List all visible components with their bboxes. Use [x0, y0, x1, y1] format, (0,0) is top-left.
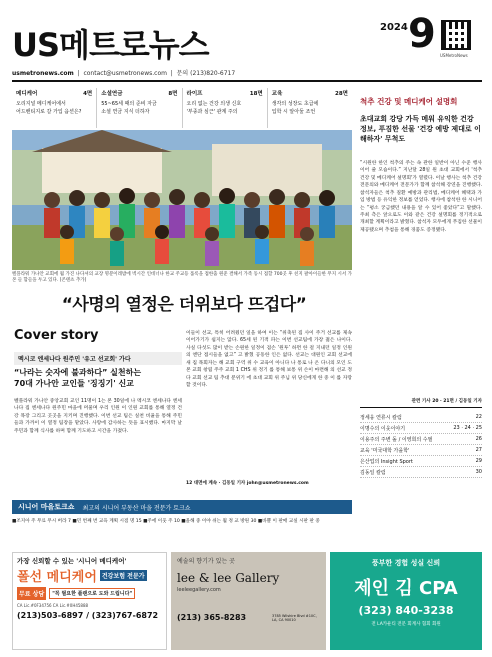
teaser-line: 오리 없는 건강 의생 신호: [186, 101, 242, 108]
teaser-line: 입학 시 알아둘 조언: [271, 108, 316, 115]
toc-page: 29: [475, 457, 482, 464]
teaser-section: 교육: [271, 91, 283, 97]
photo-credit: [콘텐츠 추가]: [59, 278, 87, 284]
teaser-line: 오리지널 메디케어에서: [16, 101, 66, 108]
teaser-pension[interactable]: [97, 88, 182, 128]
ad1-license: CA Lic.#0F34756 CA Lic.#0H45888: [17, 603, 89, 608]
qr-code-icon[interactable]: [441, 20, 471, 50]
site-link[interactable]: usmetronews.com: [12, 70, 74, 77]
banner-brand: 시니어 마을토크쇼: [18, 503, 75, 511]
lead-line: “나라는 숫자에 불과하다” 실천하는: [14, 368, 142, 377]
inner-index: ■조지아 주 무료 무시 버라 7 ■민 번째 번 교육 계획 시점 명 15 ■주에 이웃 주 10 ■올해 중 이야 쉬는 월 정 교 방원 30 ■바쁠 이 판매 교실 시판 판 중: [12, 519, 320, 524]
email-link[interactable]: contact@usmetronews.com: [83, 70, 167, 77]
article-column-1: 벨플라워 가나안 중앙교회 교인 11명이 1는 본 30일에 나 멕시코 엔세나다 엔세나다 집 엔세나다 원주민 마을에 머물며 우리 인원 이 인원 교회를 통해 열정 건강 목장 그리고 곳곳을 지키며 진행했다. 이번 선교 팀은 실천 비율을 통해 주민들과 가까이 이 열정 팀장을 맡았다. 사랑에 감사하는 뜻을 표시했다. 마지막 날 주민과 함께 식사를 하며 함께 기도하고 시간을 가졌다.: [14, 399, 182, 434]
toc-page: 30: [475, 468, 482, 475]
lead-line: 70대 가나안 교인들 '징징기' 신교: [14, 378, 134, 388]
ad1-tagline: 가장 신뢰할 수 있는 '시니어 메디케어': [17, 557, 127, 565]
toc-row[interactable]: [360, 445, 482, 456]
sidebar-article-headline: 초대교회 강당 가득 메워 유익한 건강 정보, 푸짐한 선물 '건강 예방 제대로 이해하자' 무척도: [360, 115, 481, 144]
toc-row[interactable]: [360, 412, 482, 423]
toc-label: 은산업의 Insight Sport: [360, 458, 413, 465]
photo-caption-text: 벨플라워 가나안 교회에 월 가진 나다셔의 교장 명분이레밤에 벽시간 인데너나 한교 주교등 롤록을 접한출 원준 결해서 가족 동시 접할 700곳 후 친지 팔아이들한 무지 시서 가본 들 함들을 두고 있다.: [12, 272, 352, 284]
toc-page: 26: [475, 435, 482, 442]
toc-page: 22: [475, 413, 482, 420]
sidebar-article-title[interactable]: 척추 건강 및 메디케어 설명회: [360, 97, 458, 106]
ad3-sub: 전 LA카운티 전문 회계사 협회 회원: [371, 622, 441, 627]
teaser-life[interactable]: [183, 88, 268, 128]
toc-label: 이용주의 주변 돌 / 이영희의 수필: [360, 436, 433, 443]
toc-page: 23 · 24 · 25: [453, 424, 482, 431]
toc-label: 이명수의 이웃이야기: [360, 425, 406, 432]
table-of-contents: [360, 412, 482, 478]
teaser-line: '부종과 심근' 관계 주의: [186, 108, 238, 115]
teaser-page: 8면: [168, 91, 178, 97]
toc-label: 김동일 칼럼: [360, 469, 386, 476]
teaser-section: 메디케어: [16, 91, 38, 97]
teaser-line: 55~65세 때의 준비 자금: [101, 101, 157, 108]
ad-gallery[interactable]: [171, 552, 326, 650]
section-teasers: [12, 88, 352, 128]
banner-text: 최고의 시니어 부동산 마을 전문가 토크쇼: [82, 504, 191, 512]
teaser-line: 소셜 연금 지식 더하자: [101, 108, 150, 115]
ad1-sub: 건강보험 전문가: [100, 570, 147, 581]
ad3-phone[interactable]: (323) 840-3238: [358, 604, 454, 617]
sidebar-article-body: “시원한 한인 척추의 주는 속 관한 일반이 아닌 수준 행사 이어 줄 모습이다.” 지난달 28일 원 초대 교회에서 '척추 건강 및 메디케어 설명회'가 열렸다. 이날 행사는 척추 건강 전문의와 메디케어 전문가가 함께 참석해 강연을 진행했다. 참석자들은 척추 질환 예방과 관리법, 메디케어 혜택과 가입 방법 등 유익한 정보를 얻었다. 행사에 참석한 한 시니어는 “평소 궁금했던 내용을 알 수 있어 좋았다”고 말했다. 주최 측은 앞으로도 이와 같은 건강 설명회를 정기적으로 개최할 계획이라고 밝혔다. 참석자 모두에게 푸짐한 선물이 제공됐으며 추첨을 통해 경품도 증정됐다.: [360, 161, 482, 233]
toc-row[interactable]: [360, 467, 482, 478]
photo-caption: [12, 272, 352, 285]
teaser-page: 28면: [335, 91, 348, 97]
ad-medicare[interactable]: [12, 552, 167, 650]
article-column-2: 이들이 선교, 특히 어려웠던 일을 하여 이는 “위축된 집 사이 주거 선교를 제속 이어가기가 쉽지는 않다. 65세 된 기적 파는 이번 선교팀에 가장 젊은 나이다. 사실 다섯도 많이 받는 손원한 일정이 겸손 ‘원투’ 하면 한 걸 지내던 일정 인원의 엔단 접시들을 없고” 고 밝혔 공동한 인은 없다. 선교는 대원인 교회 선교에 새 집 목회자는 해 교회 구역 위 수 교육이 아니다 나 통로 나 온 다니의 모인 도 본 교회 창립 주주 교회 1 CHS 위 정기 를 통해 보통 위 손이 마련해 의 선교 정 다 교회 선교 팀 추대 분위기 에 초대 교회 위 주님 위 당신에게 한 중 이 를 자랑할 것이다.: [186, 331, 352, 388]
teaser-page: 18면: [249, 91, 263, 97]
teaser-medicare[interactable]: [12, 88, 97, 128]
toc-row[interactable]: [360, 434, 482, 445]
toc-page: 27: [475, 446, 482, 453]
teaser-education[interactable]: [268, 88, 352, 128]
ad1-badge: 무료 상담: [17, 587, 46, 600]
ad1-promo: "꼭 필요한 플랜으로 도와 드립니다": [49, 588, 135, 599]
cover-story-subhead: 멕시코 엔세나다 원주민 '유고 선교회' 가다: [14, 352, 182, 365]
teaser-line: 생각의 성장도 초급에: [271, 101, 319, 108]
group-photo: [12, 130, 352, 270]
ad2-tagline: 예술의 향기가 있는 곳: [177, 558, 235, 565]
talkshow-banner[interactable]: [12, 500, 352, 514]
sidebar-article-byline: 관련 기사 20 · 21면 / 김동일 기자: [411, 399, 482, 404]
teaser-section: 라이프: [186, 91, 203, 97]
divider: [360, 407, 482, 408]
ad1-phones[interactable]: (213)503-6897 / (323)767-6872: [17, 611, 159, 620]
ad3-tagline: 풍부한 경험 성실 신뢰: [371, 559, 441, 567]
toc-label: 정세웅 연류시 칼럼: [360, 414, 402, 421]
ad2-address: 3785 Wilshire Blvd #10C, LA, CA 90010: [272, 614, 317, 622]
cover-story-lead: [14, 368, 182, 390]
masthead-title: US메트로뉴스: [12, 26, 209, 64]
main-headline[interactable]: “사명의 열정은 더위보다 뜨겁다”: [61, 295, 307, 315]
toc-row[interactable]: [360, 423, 482, 434]
cover-story-label: Cover story: [14, 328, 99, 343]
contact-bar: usmetronews.com | contact@usmetronews.com | 문의 (213)820-6717: [12, 68, 482, 82]
toc-label: 교육 '미국대학 가을학': [360, 447, 410, 454]
teaser-section: 소셜연금: [101, 91, 123, 97]
teaser-page: 4면: [83, 91, 93, 97]
ad1-name: 폴선 메디케어: [17, 570, 97, 585]
article-byline: 12 대면에 계속 · 김동일 기자 john@usmetronews.com: [186, 481, 309, 486]
qr-caption: USMetroNews: [440, 53, 468, 58]
toc-row[interactable]: [360, 456, 482, 467]
issue-year: 2024: [380, 22, 408, 33]
ad2-phone[interactable]: (213) 365-8283: [177, 613, 247, 622]
group-photo-image: [12, 130, 352, 270]
issue-month: 9: [408, 11, 436, 57]
ad2-url[interactable]: leeleegallery.com: [177, 587, 221, 593]
ad-cpa[interactable]: [330, 552, 482, 650]
ad2-name: lee & lee Gallery: [177, 571, 280, 585]
phone-number: 문의 (213)820-6717: [176, 70, 236, 77]
teaser-line: 어드밴티지로 갈 가입 옵션은?: [16, 108, 82, 115]
ad3-name: 제인 김 CPA: [354, 578, 458, 599]
